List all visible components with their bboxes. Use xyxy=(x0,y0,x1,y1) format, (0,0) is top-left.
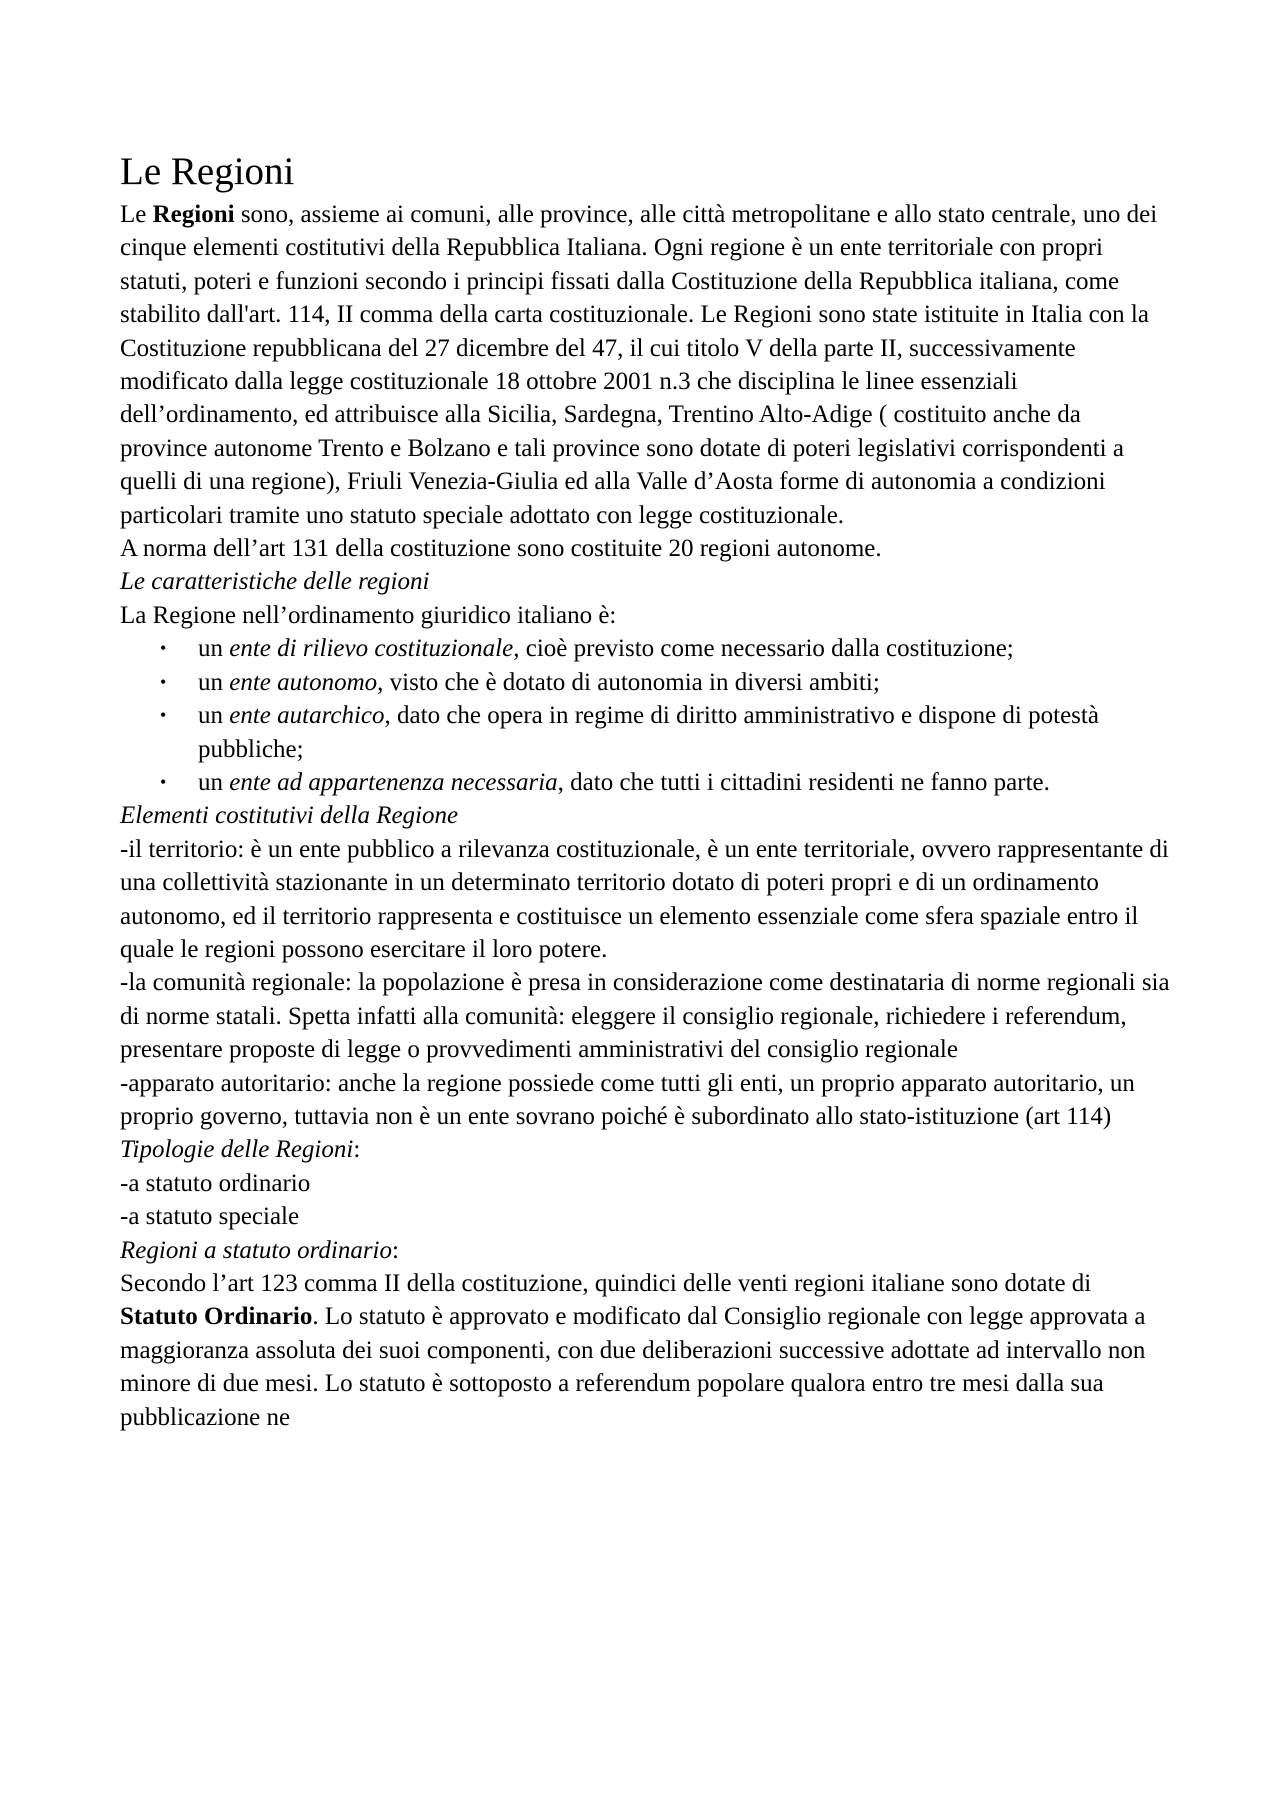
list-item-pre: un xyxy=(198,768,230,796)
intro-pre: Le xyxy=(120,201,153,228)
document-title: Le Regioni xyxy=(120,150,295,193)
list-item xyxy=(198,699,1170,766)
list-item-term: ente ad appartenenza necessaria xyxy=(229,768,558,796)
list-item xyxy=(198,766,1170,799)
ordinary-bold-term: Statuto Ordinario xyxy=(120,1303,313,1331)
list-item-post: , visto che è dotato di autonomia in diversi ambiti; xyxy=(377,668,880,696)
intro-post: sono, assieme ai comuni, alle province, alle città metropolitane e allo stato centrale, uno dei cinque elementi costitutivi della Repubblica Italiana. Ogni regione è un ente territoriale con propri statuti, poteri e funzioni secondo i principi fissati dalla Costituzione della Repubblica italiana, come stabilito dall'art. 114, II comma della carta costituzionale. Le Regioni sono state istituite in Italia con la Costituzione repubblicana del 27 dicembre del 47, il cui titolo V della parte II, successivamente modificato dalla legge costituzionale 18 ottobre 2001 n.3 che disciplina le linee essenziali dell’ordinamento, ed attribuisce alla Sicilia, Sardegna, Trentino Alto-Adige ( costituito anche da province autonome Trento e Bolzano e tali province sono dotate di poteri legislativi corrispondenti a quelli di una regione), Friuli Venezia-Giulia ed alla Valle d’Aosta forme di autonomia a condizioni particolari tramite uno statuto speciale adottato con legge costituzionale. xyxy=(120,201,1158,529)
characteristics-list xyxy=(120,632,1170,799)
elements-apparato: -apparato autoritario: anche la regione possiede come tutti gli enti, un proprio apparato autoritario, un proprio governo, tuttavia non è un ente sovrano poiché è subordinato allo stato-istituzione (art 114) xyxy=(120,1069,1135,1130)
types-colon: : xyxy=(353,1136,361,1164)
list-item-term: ente autonomo xyxy=(229,668,378,696)
elements-heading: Elementi costitutivi della Regione xyxy=(120,802,459,830)
characteristics-heading: Le caratteristiche delle regioni xyxy=(120,568,430,596)
ordinary-heading: Regioni a statuto ordinario xyxy=(120,1236,392,1264)
list-item-post: , dato che tutti i cittadini residenti ne fanno parte. xyxy=(557,768,1050,796)
list-item-pre: un xyxy=(198,668,230,696)
intro-bold-term: Regioni xyxy=(152,201,235,228)
art131-paragraph: A norma dell’art 131 della costituzione sono costituite 20 regioni autonome. xyxy=(120,535,882,563)
list-item-post: , cioè previsto come necessario dalla costituzione; xyxy=(513,635,1014,663)
document-page xyxy=(120,148,1170,1434)
types-heading: Tipologie delle Regioni xyxy=(120,1136,354,1164)
list-item xyxy=(198,632,1170,665)
ordinary-post: . Lo statuto è approvato e modificato dal Consiglio regionale con legge approvata a maggioranza assoluta dei suoi componenti, con due deliberazioni successive adottate ad intervallo non minore di due mesi. Lo statuto è sottoposto a referendum popolare qualora entro tre mesi dalla sua pubblicazione ne xyxy=(120,1303,1146,1431)
types-speciale: -a statuto speciale xyxy=(120,1203,300,1231)
ordinary-paragraph xyxy=(120,1267,1170,1434)
list-item-term: ente autarchico xyxy=(229,702,385,730)
types-heading-line xyxy=(120,1133,1170,1166)
ordinary-colon: : xyxy=(392,1236,399,1264)
list-item-pre: un xyxy=(198,635,230,663)
characteristics-lead: La Regione nell’ordinamento giuridico italiano è: xyxy=(120,601,617,629)
ordinary-pre: Secondo l’art 123 comma II della costituzione, quindici delle venti regioni italiane sono dotate di xyxy=(120,1270,1092,1297)
list-item-term: ente di rilievo costituzionale xyxy=(229,635,514,663)
elements-territorio: -il territorio: è un ente pubblico a rilevanza costituzionale, è un ente territoriale, ovvero rappresentante di una collettività stazionante in un determinato territorio dotato di poteri propri e di un ordinamento autonomo, ed il territorio rappresenta e costituisce un elemento essenziale come sfera spaziale entro il quale le regioni possono esercitare il loro potere. xyxy=(120,835,1169,963)
list-item-post: , dato che opera in regime di diritto amministrativo e dispone di potestà pubbliche; xyxy=(198,702,1099,763)
intro-paragraph xyxy=(120,198,1170,532)
list-item xyxy=(198,666,1170,699)
ordinary-heading-line xyxy=(120,1234,1170,1267)
list-item-pre: un xyxy=(198,702,230,730)
types-ordinario: -a statuto ordinario xyxy=(120,1169,311,1197)
elements-comunita: -la comunità regionale: la popolazione è presa in considerazione come destinataria di norme regionali sia di norme statali. Spetta infatti alla comunità: eleggere il consiglio regionale, richiedere i referendum, presentare proposte di legge o provvedimenti amministrativi del consiglio regionale xyxy=(120,969,1170,1064)
